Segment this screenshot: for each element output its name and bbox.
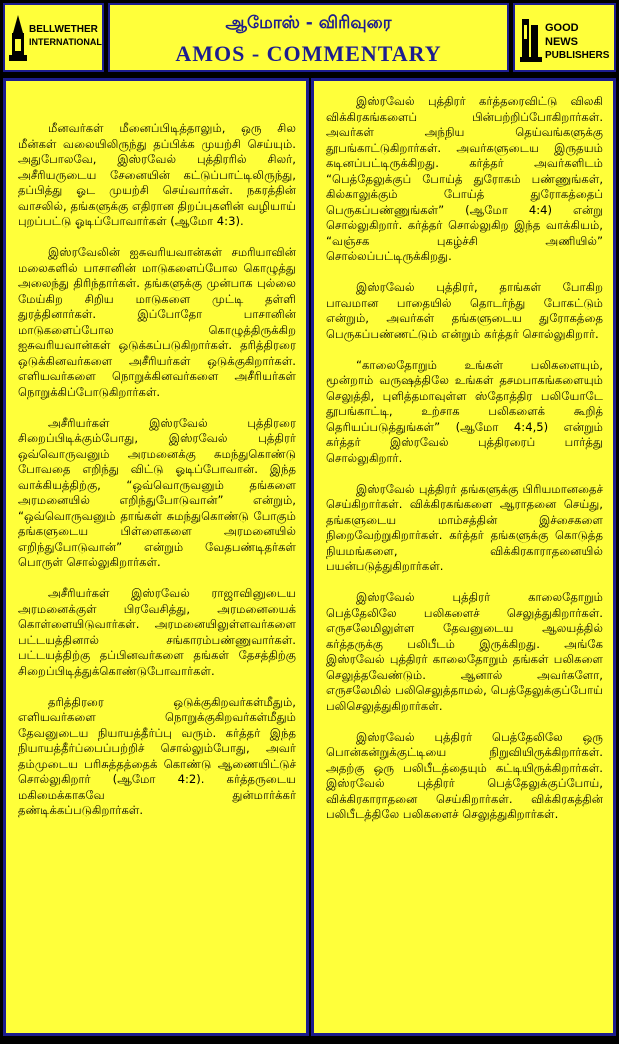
bellwether-logo-line1: BELLWETHER <box>29 24 98 35</box>
page-title-tamil: ஆமோஸ் - விரிவுரை <box>225 13 392 33</box>
right-paragraph: “காலைதோறும் உங்கள் பலிகளையும், மூன்றாம் வருஷத்திலே உங்கள் தசமபாகங்களையும் செலுத்தி, புளித்தமாவுள்ள ஸ்தோத்திர பலியோடே தூபங்காட்டி, உற்சாக பலிகளைக் கூறித் தெரியப்படுத்துங்கள்” (ஆமோ 4:4,5) என்றும் கர்த்தர் இஸ்ரவேல் புத்திரரைப் பார்த்து சொல்லுகிறார். <box>326 357 603 465</box>
left-column <box>3 78 309 1036</box>
left-paragraph: அசீரியர்கள் இஸ்ரவேல் புத்திரரை சிறைப்பிடிக்கும்போது, இஸ்ரவேல் புத்திரர் ஒவ்வொருவனும் அரமனைக்கு சுமந்துகொண்டு போவதை எறிந்து விட்டு ஓடிப்போவான். இந்த வாக்கியத்திற்கு, “ஒவ்வொருவனும் தங்களை அரமனையில் எறிந்துபோடுவான்” என்றும், “ஒவ்வொருவனும் தாங்கள் சுமந்துகொண்டு போகும் தங்களுடைய பிள்ளைகளை அரமனையில் எறிந்துபோடுவான்” என்றும் வேதபண்டிதர்கள் பொருள் சொல்லுகிறார்கள். <box>18 415 296 569</box>
title-box <box>108 3 509 72</box>
good-news-logo-icon <box>520 15 542 63</box>
bellwether-logo-icon <box>9 15 27 63</box>
right-paragraph: இஸ்ரவேல் புத்திரர், தாங்கள் போகிற பாவமான பாதையில் தொடர்ந்து போகட்டும் என்றும், அவர்கள் தங்களுடைய துரோகத்தை பெருகப்பண்ணட்டும் என்றும் கர்த்தர் சொல்லுகிறார். <box>326 280 603 341</box>
left-paragraph: அசீரியர்கள் இஸ்ரவேல் ராஜாவினுடைய அரமனைக்குள் பிரவேசித்து, அரமனையைக் கொள்ளையிடுவார்கள். அரமனையிலுள்ளவர்களை பட்டயத்தினால் சங்காரம்பண்ணுவார்கள். பட்டயத்திற்கு தப்பினவர்களை தங்கள் தேசத்திற்கு சிறைப்பிடித்துக்கொண்டுபோவார்கள். <box>18 586 296 678</box>
bellwether-logo-line2: INTERNATIONAL <box>29 37 102 47</box>
right-column <box>311 78 616 1036</box>
left-paragraph: தரித்திரரை ஒடுக்குகிறவர்கள்மீதும், எளியவர்களை நொறுக்குகிறவர்கள்மீதும் தேவனுடைய நியாயத்தீர்ப்பு வரும். கர்த்தர் இந்த நியாயத்தீர்ப்பைப்பற்றிச் சொல்லும்போது, அவர் தம்முடைய பரிசுத்தத்தைக் கொண்டு ஆணையிட்டுச் சொல்லுகிறார் (ஆமோ 4:2). கர்த்தருடைய மகிமைக்காகவே துன்மார்க்கர் தண்டிக்கப்படுகிறார்கள். <box>18 694 296 817</box>
good-news-logo-box <box>513 3 616 72</box>
left-paragraph: இஸ்ரவேலின் ஐசுவரியவான்கள் சமரியாவின் மலைகளில் பாசானின் மாடுகளைப்போல கொழுத்து அலைந்து திரிந்தார்கள். தங்களுக்கு முன்பாக புல்லை மேய்கிற சிறிய மாடுகளை முட்டி தள்ளி துரத்தினார்கள். இப்போதோ பாசானின் மாடுகளைப்போல கொழுத்திருக்கிற ஐசுவரியவான்கள் ஒடுக்கப்படுகிறார்கள். தரித்திரரை ஒடுக்கினவர்களை அசீரியர்கள் ஒடுக்குகிறார்கள். எளியவர்களை நொறுக்கினவர்களை அசீரியர்கள் நொறுக்கிப்போடுகிறார்கள். <box>18 245 296 399</box>
right-paragraph: இஸ்ரவேல் புத்திரர் தங்களுக்கு பிரியமானதைச் செய்கிறார்கள். விக்கிரகங்களை ஆராதனை செய்து, தங்களுடைய மாம்சத்தின் இச்சைகளை நிறைவேற்றுகிறார்கள். கர்த்தர் தங்களுக்கு கொடுத்த நியமங்களை, விக்கிரகாராதனையில் பயன்படுத்துகிறார்கள். <box>326 481 603 573</box>
right-paragraph: இஸ்ரவேல் புத்திரர் பெத்தேலிலே ஒரு பொன்கன்றுக்குட்டியை நிறுவியிருக்கிறார்கள். அதற்கு ஒரு பலிபீடத்தையும் கட்டியிருக்கிறார்கள். இஸ்ரவேல் புத்திரர் பெத்தேலுக்குப்போய், விக்கிரகாராதனை செய்கிறார்கள். விக்கிரகத்தின் பலிபீடத்திலே பலிகளைச் செலுத்துகிறார்கள். <box>326 729 603 821</box>
page-title-english: AMOS - COMMENTARY <box>175 41 442 66</box>
right-paragraph: இஸ்ரவேல் புத்திரர் கர்த்தரைவிட்டு விலகி விக்கிரகங்களைப் பின்பற்றிப்போகிறார்கள். அவர்கள் அந்நிய தெய்வங்களுக்கு தூபங்காட்டுகிறார்கள். அவர்களுடைய இருதயம் கடினப்பட்டிருக்கிறது. கர்த்தர் அவர்களிடம் “பெத்தேலுக்குப் போய்த் துரோகம் பண்ணுங்கள், கில்காலுக்கும் போய்த் துரோகத்தைப் பெருகப்பண்ணுங்கள்” (ஆமோ 4:4) என்று சொல்லுகிறார். கர்த்தர் சொல்லுகிற இந்த வாக்கியம், “வஞ்சக புகழ்ச்சி அணியில்” சொல்லப்பட்டிருக்கிறது. <box>326 94 603 263</box>
bellwether-logo-box <box>3 3 104 72</box>
right-paragraph: இஸ்ரவேல் புத்திரர் காலைதோறும் பெத்தேலிலே பலிகளைச் செலுத்துகிறார்கள். எருசலேமிலுள்ள தேவனுடைய ஆலயத்தில் கர்த்தருக்கு பலிபீடம் இருக்கிறது. அங்கே இஸ்ரவேல் புத்திரர் காலைதோறும் தங்கள் பலிகளை செலுத்தவேண்டும். ஆனால் அவர்களோ, எருசலேமில் பலிசெலுத்தாமல், பெத்தேலுக்குப்போய் பலிசெலுத்துகிறார்கள். <box>326 590 603 713</box>
left-paragraph: மீனவர்கள் மீனைப்பிடித்தாலும், ஒரு சில மீன்கள் வலையிலிருந்து தப்பிக்க முயற்சி செய்யும். அதுபோலவே, இஸ்ரவேல் புத்திரரில் சிலர், அசீரியருடைய சேனையின் கட்டுப்பாட்டிலிருந்து, தப்பித்து ஓட முயற்சி செய்வார்கள். நகரத்தின் வாசலில், தங்களுக்கு எதிரான திறப்புகளின் வழியாய் புறப்பட்டு ஓடிப்போவார்கள் (ஆமோ 4:3). <box>18 121 296 228</box>
good-news-logo-line2: PUBLISHERS <box>545 50 610 61</box>
good-news-logo-line1: GOOD NEWS <box>545 22 579 48</box>
